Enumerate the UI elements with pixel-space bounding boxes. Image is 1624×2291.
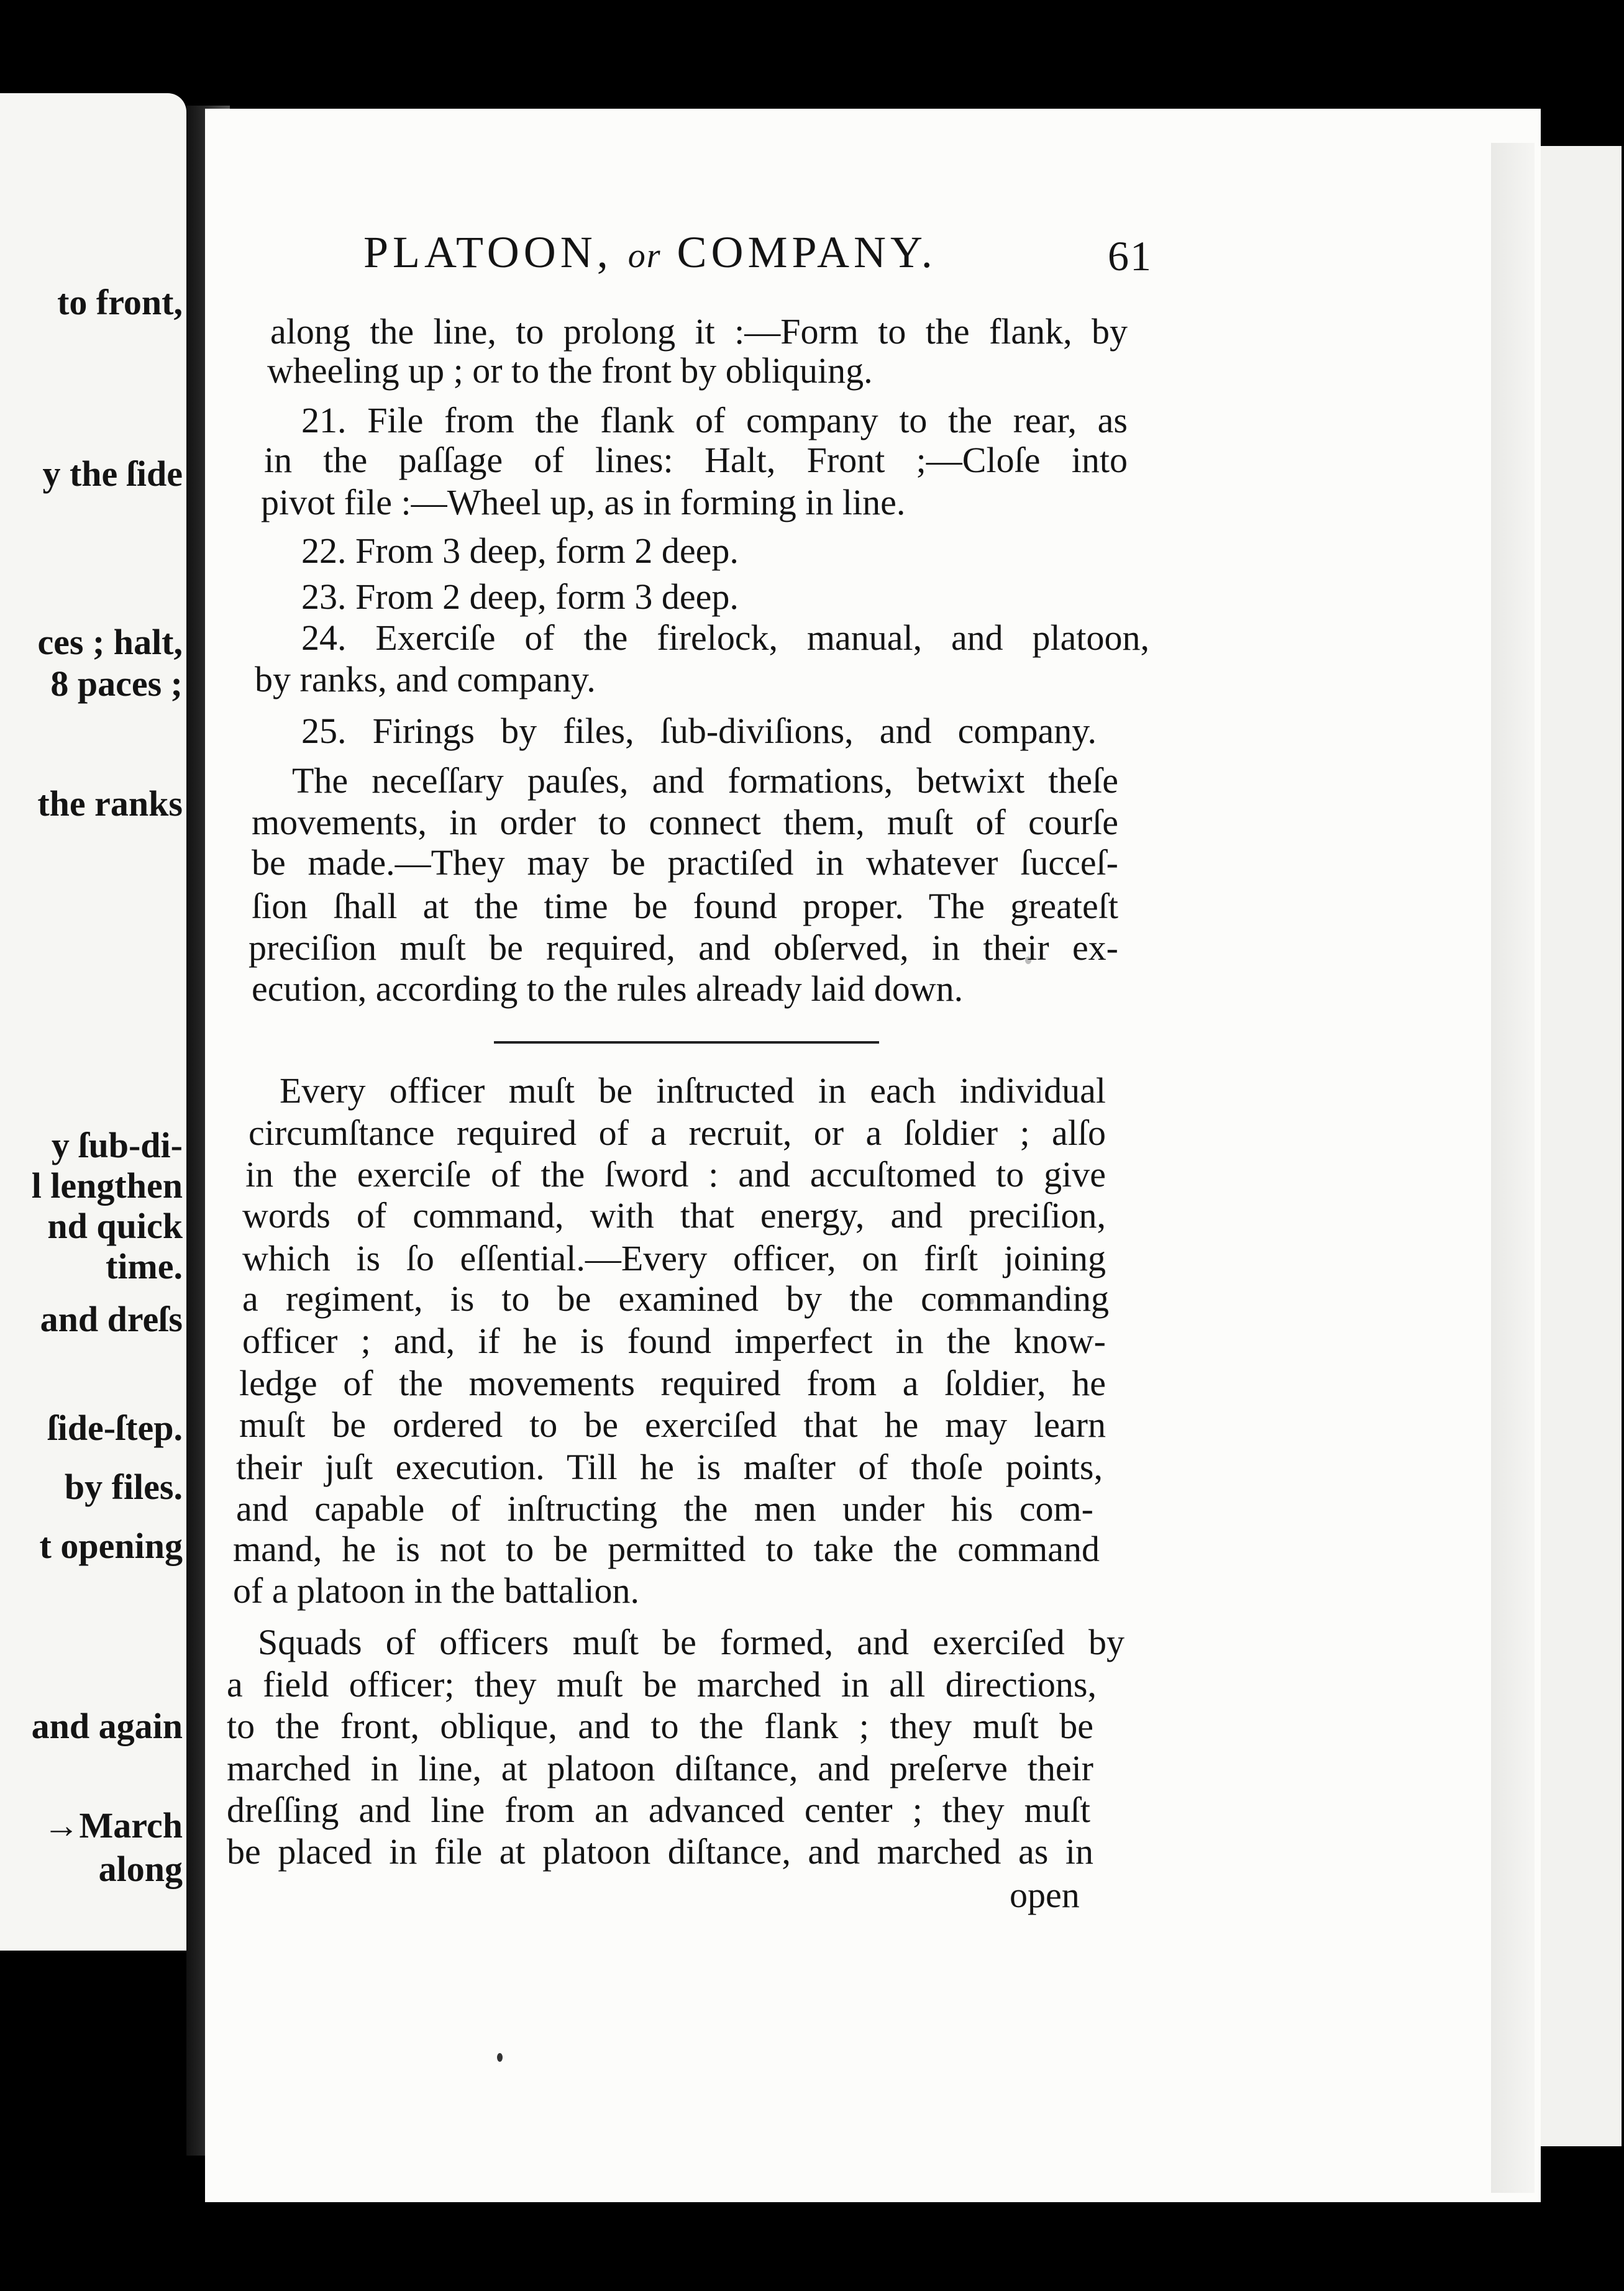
left-fragment: ces ; halt, bbox=[37, 622, 183, 662]
left-fragment: along bbox=[98, 1849, 183, 1889]
left-fragment: nd quick bbox=[47, 1206, 183, 1246]
body-text-line: a regiment, is to be examined by the commanding bbox=[242, 1278, 1109, 1319]
body-text-line: 21. File from the flank of company to the rear, as bbox=[301, 400, 1128, 440]
body-text-line: wheeling up ; or to the front by obliquing. bbox=[267, 350, 873, 391]
body-text-line: by ranks, and company. bbox=[255, 659, 596, 699]
body-text-line: preciſion muſt be required, and obſerved, in their ex- bbox=[249, 927, 1118, 968]
left-fragment: to front, bbox=[57, 282, 183, 322]
left-fragment: ſide-ſtep. bbox=[47, 1408, 183, 1448]
body-text-line: ſion ſhall at the time be found proper. The greateſt bbox=[252, 886, 1118, 926]
left-fragment: y the ſide bbox=[42, 453, 183, 494]
paper-blemish bbox=[497, 2053, 503, 2062]
facing-page-left bbox=[0, 93, 186, 1951]
body-text-line: ecution, according to the rules already laid down. bbox=[252, 968, 964, 1009]
body-text-line: Squads of officers muſt be formed, and exerciſed by bbox=[258, 1622, 1124, 1662]
underlying-page-edge bbox=[1535, 146, 1622, 2146]
body-text-line: 25. Firings by files, ſub-diviſions, and company. bbox=[301, 711, 1097, 751]
body-text-line: 24. Exerciſe of the firelock, manual, and platoon, bbox=[301, 617, 1149, 658]
body-text-line: to the front, oblique, and to the flank ; they muſt be bbox=[227, 1706, 1093, 1746]
page-number: 61 bbox=[1108, 232, 1152, 280]
left-fragment: t opening bbox=[39, 1526, 183, 1566]
body-text-line: in the exerciſe of the ſword : and accuſtomed to give bbox=[245, 1154, 1106, 1195]
left-fragment: l lengthen bbox=[31, 1165, 183, 1206]
body-text-line: be placed in file at platoon diſtance, and marched as in bbox=[227, 1831, 1093, 1872]
body-text-line: circumſtance required of a recruit, or a ſoldier ; alſo bbox=[249, 1113, 1106, 1153]
body-text-line: movements, in order to connect them, muſt of courſe bbox=[252, 802, 1118, 842]
body-text-line: mand, he is not to be permitted to take the command bbox=[233, 1529, 1100, 1569]
left-fragment: the ranks bbox=[37, 783, 183, 824]
page-edge-strip bbox=[1491, 143, 1535, 2193]
body-text-line: ledge of the movements required from a ſoldier, he bbox=[239, 1363, 1106, 1403]
body-text-line: Every officer muſt be inſtructed in each individual bbox=[280, 1070, 1106, 1111]
left-fragment: y ſub-di- bbox=[51, 1125, 183, 1165]
left-fragment: and again bbox=[31, 1706, 183, 1746]
body-text-line: in the paſſage of lines: Halt, Front ;—Cloſe into bbox=[264, 440, 1128, 480]
left-fragment: 8 paces ; bbox=[50, 663, 183, 704]
left-fragment: →March bbox=[43, 1805, 183, 1846]
section-divider bbox=[494, 1041, 879, 1044]
body-text-line: officer ; and, if he is found imperfect in the know- bbox=[242, 1321, 1106, 1361]
body-text-line: pivot file :—Wheel up, as in forming in line. bbox=[261, 482, 906, 522]
body-text-line: muſt be ordered to be exerciſed that he may learn bbox=[239, 1405, 1106, 1445]
body-text-line: of a platoon in the battalion. bbox=[233, 1570, 639, 1611]
body-text-line: dreſſing and line from an advanced center ; they muſt bbox=[227, 1790, 1090, 1830]
header-title: PLATOON, or COMPANY. bbox=[363, 227, 937, 277]
body-text-line: The neceſſary pauſes, and formations, betwixt theſe bbox=[292, 760, 1118, 801]
running-header bbox=[363, 227, 1152, 283]
body-text-line: be made.—They may be practiſed in whatever ſucceſ- bbox=[252, 842, 1118, 883]
left-fragment: time. bbox=[106, 1246, 183, 1287]
body-text-line: 23. From 2 deep, form 3 deep. bbox=[301, 576, 739, 617]
body-text-line: a field officer; they muſt be marched in all directions, bbox=[227, 1664, 1097, 1705]
left-fragment: and dreſs bbox=[40, 1299, 183, 1339]
left-fragment: by files. bbox=[64, 1467, 183, 1507]
body-text-line: their juſt execution. Till he is maſter of thoſe points, bbox=[236, 1447, 1103, 1487]
body-text-line: open bbox=[1010, 1875, 1080, 1915]
body-text-line: words of command, with that energy, and preciſion, bbox=[242, 1195, 1106, 1236]
body-text-line: 22. From 3 deep, form 2 deep. bbox=[301, 531, 739, 571]
body-text-line: along the line, to prolong it :—Form to the flank, by bbox=[270, 311, 1128, 352]
body-text-line: marched in line, at platoon diſtance, and preſerve their bbox=[227, 1748, 1093, 1788]
body-text-line: which is ſo eſſential.—Every officer, on firſt joining bbox=[242, 1238, 1106, 1278]
body-text-line: and capable of inſtructing the men under his com- bbox=[236, 1488, 1093, 1529]
